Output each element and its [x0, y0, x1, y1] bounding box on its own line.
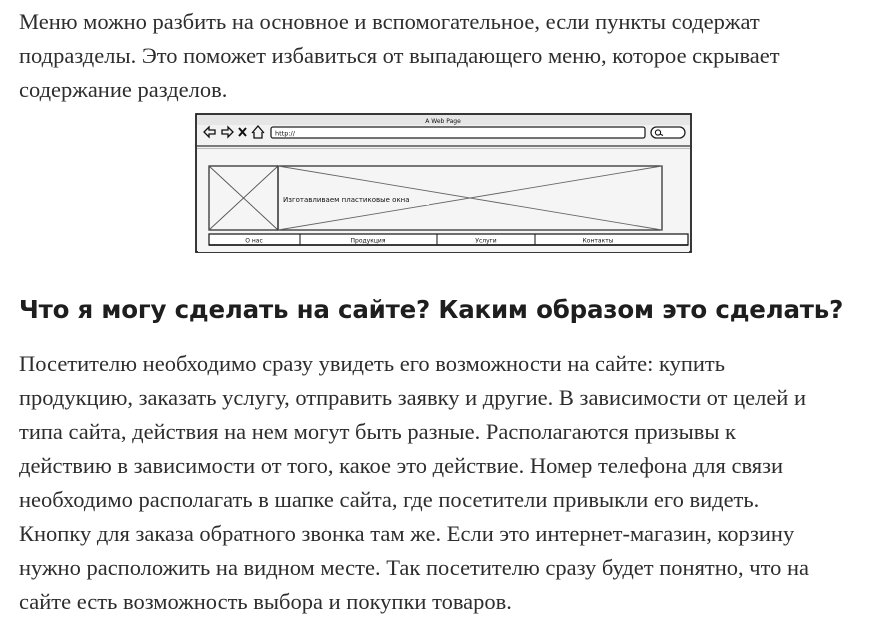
wireframe-hero-text: Изготавливаем пластиковые окна	[283, 196, 410, 204]
intro-line: Меню можно разбить на основное и вспомогательное, если пункты содержат	[19, 9, 760, 34]
section-line: действию в зависимости от того, какое это действие. Номер телефона для связи	[19, 453, 784, 478]
section-line: нужно расположить на видном месте. Так посетителю сразу будет понятно, что на	[19, 555, 810, 580]
section-heading: Что я могу сделать на сайте? Каким образом это сделать?	[19, 295, 844, 324]
intro-paragraph	[19, 5, 859, 107]
wireframe-url-text: http://	[275, 129, 295, 138]
wireframe-nav-item: Услуги	[475, 237, 497, 245]
wireframe-nav-item: Контакты	[582, 237, 614, 245]
section-paragraph	[19, 347, 864, 619]
wireframe-search-box	[651, 127, 685, 138]
section-line: типа сайта, действия на нем могут быть разные. Располагаются призывы к	[19, 419, 736, 444]
section-line: Посетителю необходимо сразу увидеть его возможности на сайте: купить	[19, 351, 726, 376]
wireframe-url-bar	[271, 127, 645, 138]
section-line: сайте есть возможность выбора и покупки товаров.	[19, 589, 512, 614]
section-line: Кнопку для заказа обратного звонка там же. Если это интернет-магазин, корзину	[19, 521, 795, 546]
wireframe-nav-item: О нас	[245, 237, 263, 245]
section-line: необходимо располагать в шапке сайта, где посетители привыкли его видеть.	[19, 487, 760, 512]
wireframe-nav-bar	[209, 234, 688, 245]
wireframe-window-title: A Web Page	[425, 118, 461, 125]
section-line: продукцию, заказать услугу, отправить заявку и другие. В зависимости от целей и	[19, 385, 807, 410]
intro-line: подразделы. Это поможет избавиться от выпадающего меню, которое скрывает	[19, 43, 780, 68]
website-wireframe-image	[195, 113, 692, 253]
intro-line: содержание разделов.	[19, 77, 228, 102]
wireframe-nav-item: Продукция	[350, 237, 386, 245]
